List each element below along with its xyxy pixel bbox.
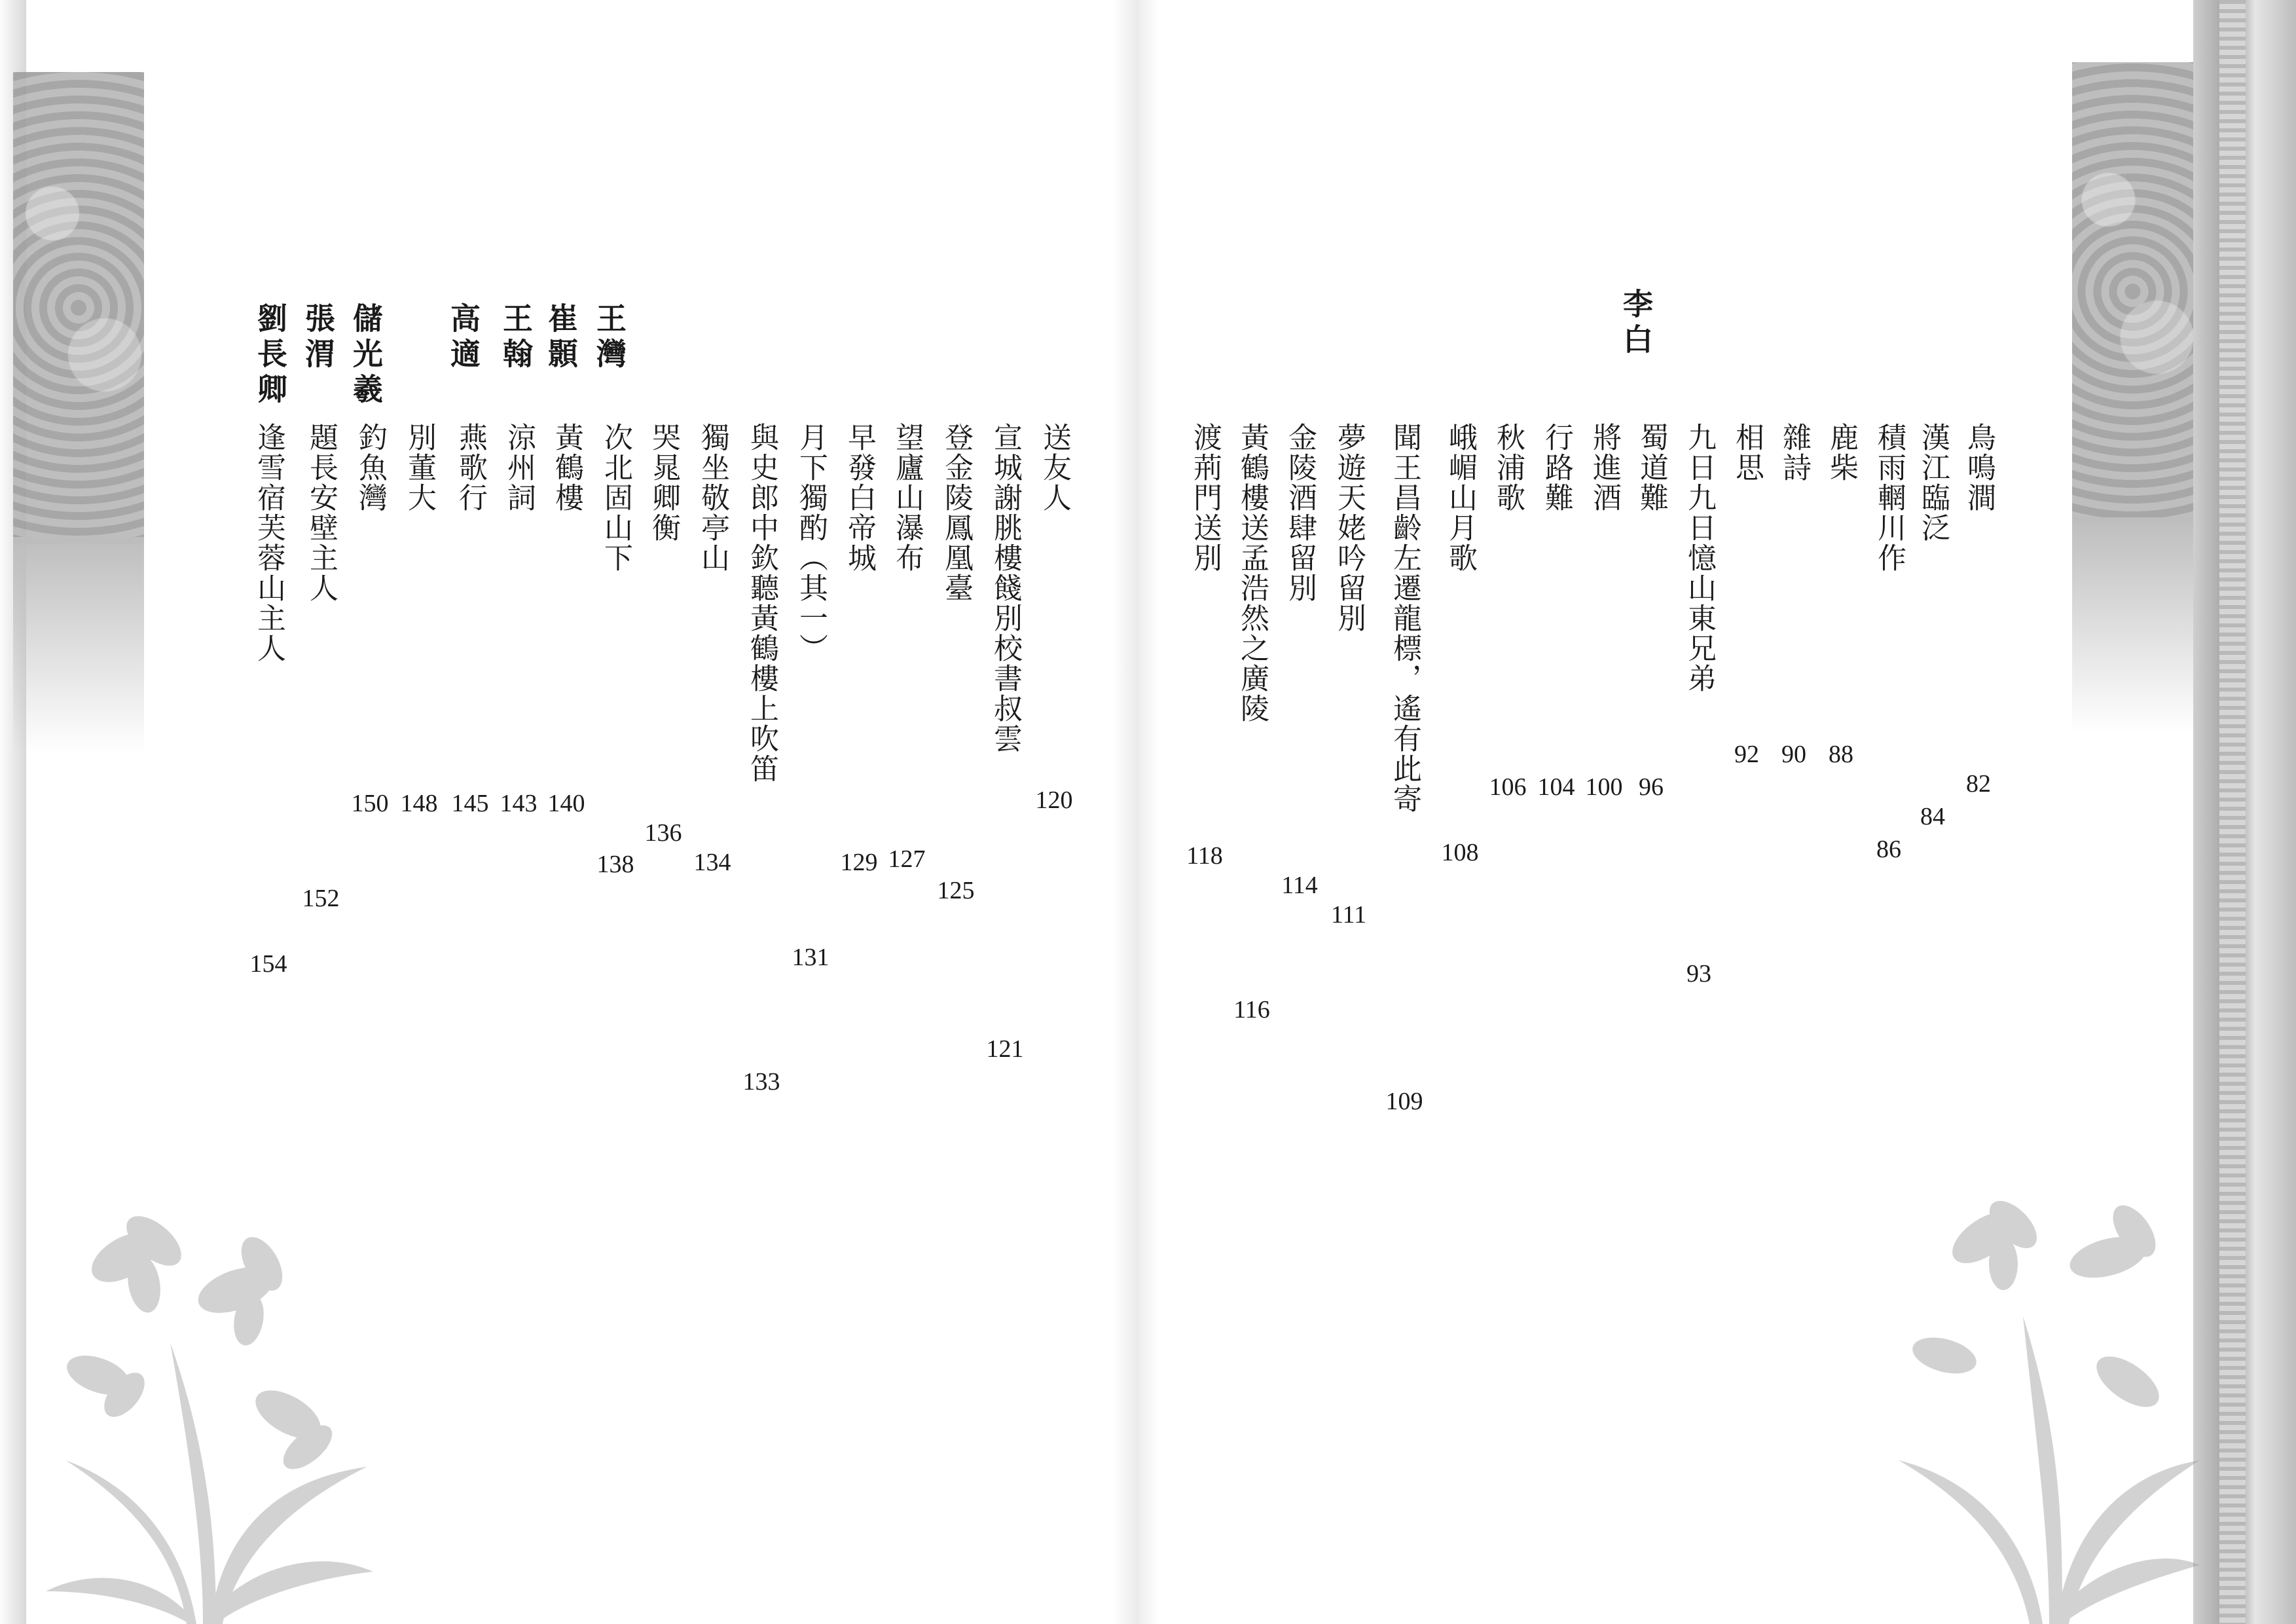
left-toc-entry[interactable] bbox=[790, 422, 831, 663]
toc-title: 黃鶴樓送孟浩然之廣陵 bbox=[1235, 422, 1269, 724]
right-toc-entry[interactable] bbox=[1584, 422, 1624, 513]
toc-title: 宣城謝朓樓餞別校書叔雲 bbox=[989, 422, 1022, 754]
right-toc-entry[interactable] bbox=[1912, 422, 1953, 543]
toc-title: 與史郎中欽聽黃鶴樓上吹笛 bbox=[745, 422, 778, 784]
author-liu-changqing: 劉長卿 bbox=[253, 303, 288, 409]
toc-page-number: 121 bbox=[986, 1035, 1024, 1063]
left-toc-entry[interactable] bbox=[248, 422, 289, 663]
toc-title: 題長安壁主人 bbox=[304, 422, 338, 603]
right-toc-entry[interactable] bbox=[1384, 422, 1425, 814]
toc-title: 峨嵋山月歌 bbox=[1444, 422, 1477, 573]
left-toc-entry[interactable] bbox=[886, 422, 927, 573]
toc-title: 燕歌行 bbox=[454, 422, 487, 513]
right-toc-entry[interactable] bbox=[1328, 422, 1369, 633]
left-ornament-fade bbox=[13, 537, 144, 753]
toc-page-number: 120 bbox=[1035, 786, 1073, 814]
author-wang-wan: 王灣 bbox=[592, 303, 627, 373]
toc-page-number: 90 bbox=[1781, 741, 1806, 768]
toc-title: 送友人 bbox=[1038, 422, 1071, 513]
toc-page-number: 127 bbox=[888, 845, 926, 873]
toc-page-number: 82 bbox=[1966, 770, 1991, 798]
toc-page-number: 106 bbox=[1489, 773, 1527, 801]
toc-page-number: 88 bbox=[1829, 741, 1853, 768]
author-wang-han: 王翰 bbox=[498, 303, 534, 373]
toc-title: 蜀道難 bbox=[1635, 422, 1668, 513]
toc-page-number: 100 bbox=[1585, 773, 1623, 801]
toc-page-number: 131 bbox=[792, 944, 829, 971]
right-toc-entry[interactable] bbox=[1231, 422, 1272, 724]
toc-title: 月下獨酌（其一） bbox=[794, 422, 828, 663]
toc-title: 望廬山瀑布 bbox=[890, 422, 924, 573]
toc-page-number: 84 bbox=[1920, 803, 1945, 830]
left-toc-entry[interactable] bbox=[546, 422, 587, 513]
toc-title: 早發白帝城 bbox=[843, 422, 876, 573]
toc-title: 積雨輞川作 bbox=[1872, 422, 1906, 573]
toc-title: 將進酒 bbox=[1588, 422, 1621, 513]
toc-page-number: 125 bbox=[937, 877, 975, 904]
left-toc-entry[interactable] bbox=[1034, 422, 1074, 513]
toc-page-number: 133 bbox=[742, 1068, 780, 1096]
toc-page-number: 93 bbox=[1686, 960, 1711, 987]
right-toc-entry[interactable] bbox=[1868, 422, 1909, 573]
right-toc-entry[interactable] bbox=[1679, 422, 1719, 693]
right-toc-entry[interactable] bbox=[1536, 422, 1576, 513]
toc-page-number: 148 bbox=[400, 790, 438, 817]
toc-page-number: 118 bbox=[1186, 842, 1223, 870]
right-toc-entry[interactable] bbox=[1631, 422, 1671, 513]
toc-title: 雜詩 bbox=[1777, 422, 1811, 483]
right-ornament-icon bbox=[2072, 62, 2193, 521]
toc-page-number: 114 bbox=[1281, 872, 1318, 899]
toc-page-number: 143 bbox=[500, 790, 538, 817]
left-toc-entry[interactable] bbox=[595, 422, 636, 573]
toc-title: 行路難 bbox=[1540, 422, 1573, 513]
toc-title: 逢雪宿芙蓉山主人 bbox=[252, 422, 285, 663]
right-toc-entry[interactable] bbox=[1726, 422, 1767, 483]
right-toc-entry[interactable] bbox=[1821, 422, 1861, 483]
toc-title: 渡荊門送別 bbox=[1188, 422, 1222, 573]
toc-title: 黃鶴樓 bbox=[550, 422, 583, 513]
left-toc-entry[interactable] bbox=[450, 422, 490, 513]
toc-page-number: 145 bbox=[451, 790, 489, 817]
toc-title: 哭晁卿衡 bbox=[647, 422, 680, 543]
flower-left-icon bbox=[39, 1179, 380, 1624]
author-gao-shi: 高適 bbox=[446, 303, 481, 373]
toc-title: 釣魚灣 bbox=[354, 422, 387, 513]
toc-page-number: 108 bbox=[1441, 839, 1479, 866]
left-toc-entry[interactable] bbox=[350, 422, 390, 513]
toc-page-number: 136 bbox=[644, 819, 682, 847]
toc-page-number: 104 bbox=[1537, 773, 1575, 801]
toc-page-number: 92 bbox=[1734, 741, 1759, 768]
toc-title: 金陵酒肆留別 bbox=[1283, 422, 1317, 603]
toc-page-number: 96 bbox=[1639, 773, 1664, 801]
right-page-edge bbox=[2193, 0, 2296, 1624]
toc-page-number: 140 bbox=[547, 790, 585, 817]
author-zhang-wei: 張渭 bbox=[301, 303, 336, 373]
toc-page-number: 109 bbox=[1385, 1088, 1423, 1115]
toc-title: 聞王昌齡左遷龍標，遙有此寄 bbox=[1388, 422, 1421, 814]
left-toc-entry[interactable] bbox=[399, 422, 439, 513]
toc-title: 別董大 bbox=[403, 422, 436, 513]
right-toc-entry[interactable] bbox=[1184, 422, 1225, 573]
toc-title: 秋浦歌 bbox=[1491, 422, 1525, 513]
author-chu-guangxi: 儲光羲 bbox=[348, 303, 384, 409]
toc-title: 鹿柴 bbox=[1825, 422, 1858, 483]
left-toc-entry[interactable] bbox=[839, 422, 879, 573]
author-cui-hao: 崔顥 bbox=[543, 303, 579, 373]
toc-page-number: 116 bbox=[1233, 996, 1270, 1024]
author-li-bai: 李白 bbox=[1618, 288, 1654, 359]
toc-title: 次北固山下 bbox=[599, 422, 632, 573]
flower-right-icon bbox=[1872, 1166, 2200, 1624]
right-toc-entry[interactable] bbox=[1958, 422, 1999, 513]
toc-title: 夢遊天姥吟留別 bbox=[1332, 422, 1366, 633]
toc-title: 涼州詞 bbox=[502, 422, 536, 513]
toc-page-number: 129 bbox=[840, 849, 878, 876]
toc-title: 漢江臨泛 bbox=[1916, 422, 1950, 543]
toc-page-number: 138 bbox=[596, 851, 634, 878]
left-toc-entry[interactable] bbox=[498, 422, 539, 513]
toc-page-number: 150 bbox=[351, 790, 389, 817]
right-toc-entry[interactable] bbox=[1279, 422, 1320, 603]
left-toc-entry[interactable] bbox=[741, 422, 782, 784]
toc-title: 登金陵鳳凰臺 bbox=[939, 422, 973, 603]
toc-page-number: 154 bbox=[249, 950, 287, 978]
right-toc-entry[interactable] bbox=[1487, 422, 1528, 513]
left-toc-entry[interactable] bbox=[936, 422, 976, 603]
left-toc-entry[interactable] bbox=[692, 422, 733, 573]
left-toc-entry[interactable] bbox=[985, 422, 1025, 754]
left-ornament-icon bbox=[13, 72, 144, 544]
left-toc-entry[interactable] bbox=[643, 422, 683, 543]
right-ornament-fade bbox=[2072, 517, 2193, 733]
toc-page-number: 86 bbox=[1876, 836, 1901, 863]
toc-page-number: 134 bbox=[693, 849, 731, 876]
right-toc-entry[interactable] bbox=[1440, 422, 1480, 573]
toc-title: 獨坐敬亭山 bbox=[696, 422, 729, 573]
toc-title: 九日九日憶山東兄弟 bbox=[1683, 422, 1716, 693]
right-toc-entry[interactable] bbox=[1774, 422, 1814, 483]
book-gutter bbox=[1113, 0, 1159, 1624]
left-toc-entry[interactable] bbox=[301, 422, 341, 603]
ghost-text: ⠀ bbox=[1190, 288, 1216, 304]
toc-page-number: 152 bbox=[302, 885, 340, 912]
toc-title: 鳥鳴澗 bbox=[1962, 422, 1995, 513]
toc-page-number: 111 bbox=[1330, 901, 1367, 929]
toc-title: 相思 bbox=[1730, 422, 1764, 483]
